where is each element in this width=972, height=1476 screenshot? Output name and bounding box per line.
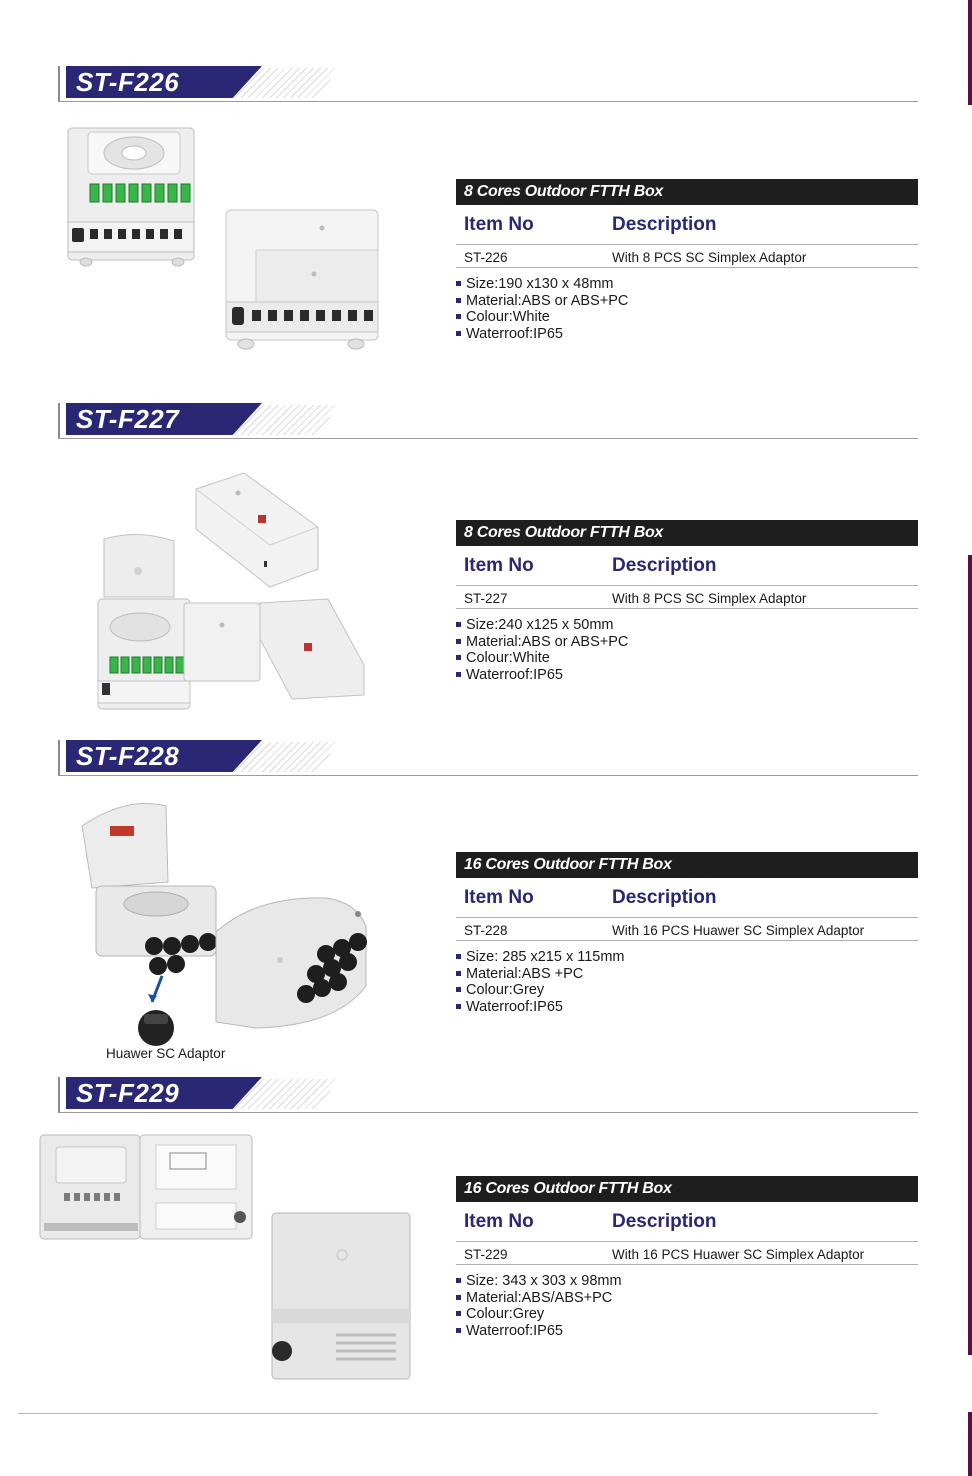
spec-block xyxy=(456,1176,918,1339)
description-value: With 16 PCS Huawer SC Simplex Adaptor xyxy=(612,1247,865,1262)
spec-list xyxy=(456,949,918,1015)
column-description: Description xyxy=(612,1211,717,1232)
spec-list xyxy=(456,1273,918,1339)
spec-title: 8 Cores Outdoor FTTH Box xyxy=(456,520,918,546)
spec-material: Material:ABS +PC xyxy=(456,966,918,983)
spec-list xyxy=(456,276,918,342)
column-item-no: Item No xyxy=(464,555,534,576)
header-tick xyxy=(58,1077,60,1113)
item-no-value: ST-226 xyxy=(464,250,508,265)
column-description: Description xyxy=(612,214,717,235)
spec-block xyxy=(456,520,918,683)
product-code-title: ST-F227 xyxy=(76,404,180,434)
spec-size: Size: 343 x 303 x 98mm xyxy=(456,1273,918,1290)
header-tick xyxy=(58,403,60,439)
spec-material: Material:ABS or ABS+PC xyxy=(456,293,918,310)
spec-size: Size:240 x125 x 50mm xyxy=(456,617,918,634)
spec-material: Material:ABS/ABS+PC xyxy=(456,1290,918,1307)
spec-table-header xyxy=(456,878,918,918)
product-section-st-f227 xyxy=(0,403,972,740)
item-no-value: ST-228 xyxy=(464,923,508,938)
spec-waterproof: Waterroof:IP65 xyxy=(456,999,918,1016)
spec-block xyxy=(456,852,918,1015)
product-section-st-f229 xyxy=(0,1077,972,1414)
spec-colour: Colour:White xyxy=(456,309,918,326)
column-item-no: Item No xyxy=(464,1211,534,1232)
edge-bar-bottom xyxy=(968,1412,972,1476)
adaptor-caption: Huawer SC Adaptor xyxy=(106,1046,226,1061)
footer-divider xyxy=(18,1413,878,1414)
product-section-st-f228 xyxy=(0,740,972,1077)
description-value: With 8 PCS SC Simplex Adaptor xyxy=(612,591,807,606)
column-description: Description xyxy=(612,555,717,576)
spec-colour: Colour:Grey xyxy=(456,1306,918,1323)
product-code-title: ST-F226 xyxy=(76,67,180,97)
spec-colour: Colour:Grey xyxy=(456,982,918,999)
spec-table-row xyxy=(456,586,918,609)
spec-colour: Colour:White xyxy=(456,650,918,667)
product-code-title: ST-F229 xyxy=(76,1078,180,1108)
description-value: With 8 PCS SC Simplex Adaptor xyxy=(612,250,807,265)
product-image-st-f226 xyxy=(60,124,390,356)
column-item-no: Item No xyxy=(464,887,534,908)
spec-list xyxy=(456,617,918,683)
spec-title: 16 Cores Outdoor FTTH Box xyxy=(456,1176,918,1202)
spec-waterproof: Waterroof:IP65 xyxy=(456,326,918,343)
product-code-title: ST-F228 xyxy=(76,741,180,771)
spec-table-header xyxy=(456,1202,918,1242)
spec-table-header xyxy=(456,546,918,586)
spec-material: Material:ABS or ABS+PC xyxy=(456,634,918,651)
spec-table-row xyxy=(456,245,918,268)
header-divider xyxy=(58,775,918,776)
spec-table-header xyxy=(456,205,918,245)
header-divider xyxy=(58,1112,918,1113)
description-value: With 16 PCS Huawer SC Simplex Adaptor xyxy=(612,923,865,938)
spec-block xyxy=(456,179,918,342)
item-no-value: ST-229 xyxy=(464,1247,508,1262)
product-image-st-f229 xyxy=(36,1133,416,1383)
spec-waterproof: Waterroof:IP65 xyxy=(456,667,918,684)
product-section-st-f226 xyxy=(0,66,972,403)
column-description: Description xyxy=(612,887,717,908)
spec-size: Size: 285 x215 x 115mm xyxy=(456,949,918,966)
item-no-value: ST-227 xyxy=(464,591,508,606)
spec-size: Size:190 x130 x 48mm xyxy=(456,276,918,293)
product-image-st-f227 xyxy=(78,469,378,715)
header-tick xyxy=(58,66,60,102)
header-tick xyxy=(58,740,60,776)
header-divider xyxy=(58,101,918,102)
column-item-no: Item No xyxy=(464,214,534,235)
spec-table-row xyxy=(456,918,918,941)
spec-title: 8 Cores Outdoor FTTH Box xyxy=(456,179,918,205)
spec-waterproof: Waterroof:IP65 xyxy=(456,1323,918,1340)
header-divider xyxy=(58,438,918,439)
spec-title: 16 Cores Outdoor FTTH Box xyxy=(456,852,918,878)
spec-table-row xyxy=(456,1242,918,1265)
product-image-st-f228 xyxy=(66,796,386,1046)
